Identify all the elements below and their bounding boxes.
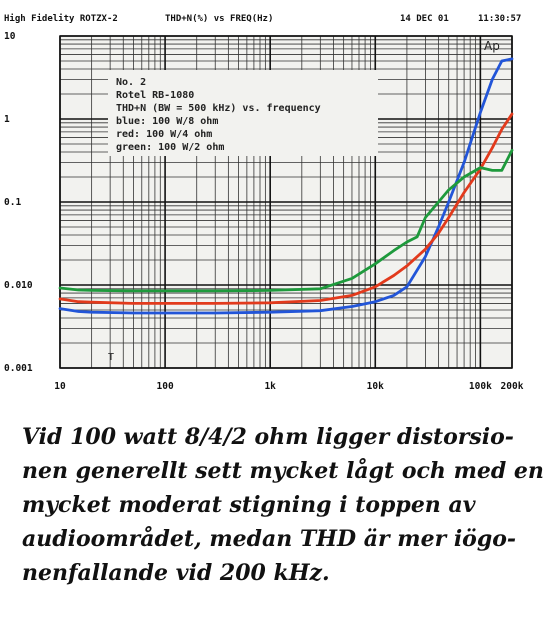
x-tick-label: 100 [156, 381, 174, 392]
y-tick-label: 10 [4, 31, 16, 42]
x-tick-label: 200k [500, 381, 524, 392]
caption [22, 420, 544, 590]
legend-box [108, 70, 378, 156]
legend-line: red: 100 W/4 ohm [116, 129, 213, 140]
legend-line: green: 100 W/2 ohm [116, 142, 225, 153]
x-tick-label: 10 [54, 381, 66, 392]
marker-label: T [108, 352, 115, 363]
header-middle: THD+N(%) vs FREQ(Hz) [165, 14, 274, 24]
caption-line: mycket moderat stigning i toppen av [22, 492, 476, 518]
caption-line: Vid 100 watt 8/4/2 ohm ligger distorsio- [22, 424, 514, 450]
y-tick-label: 1 [4, 114, 10, 125]
legend-line: blue: 100 W/8 ohm [116, 116, 219, 127]
header-time: 11:30:57 [478, 14, 522, 24]
caption-line: nen generellt sett mycket lågt och med en [22, 458, 544, 484]
ap-watermark: Ap [484, 39, 500, 53]
x-tick-label: 10k [366, 381, 384, 392]
x-tick-label: 1k [264, 381, 276, 392]
y-tick-label: 0.010 [4, 280, 33, 291]
y-tick-labels [4, 31, 33, 374]
legend-line: No. 2 [116, 77, 147, 88]
header-left: High Fidelity ROTZX-2 [4, 14, 118, 24]
caption-line: nenfallande vid 200 kHz. [22, 560, 330, 586]
header-date: 14 DEC 01 [400, 14, 449, 24]
caption-line: audioområdet, medan THD är mer iögo- [22, 526, 517, 552]
y-tick-label: 0.001 [4, 363, 33, 374]
x-tick-label: 100k [468, 381, 492, 392]
x-tick-labels [54, 381, 523, 392]
legend-line: THD+N (BW = 500 kHz) vs. frequency [116, 103, 321, 114]
y-tick-label: 0.1 [4, 197, 22, 208]
legend-line: Rotel RB-1080 [116, 90, 195, 101]
